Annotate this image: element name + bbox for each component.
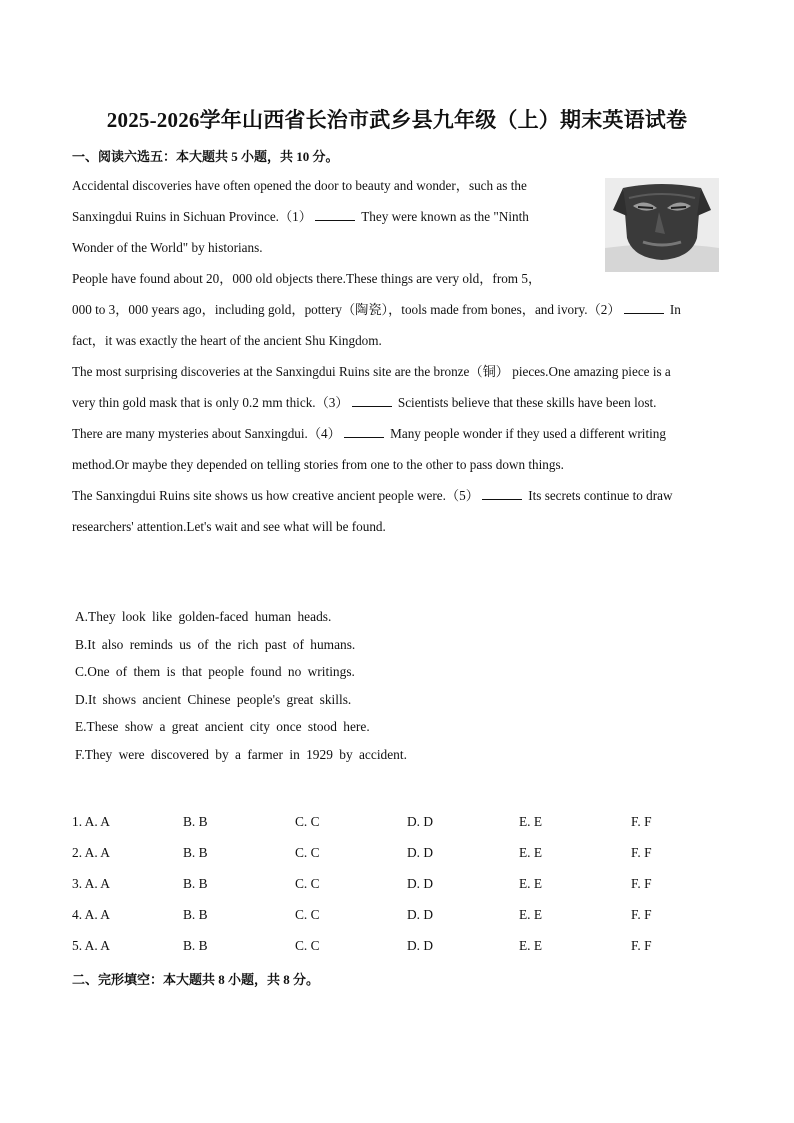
passage-text: Wonder of the World" by historians.: [72, 240, 263, 255]
passage-text: very thin gold mask that is only 0.2 mm thick.（3）: [72, 395, 349, 410]
passage-text: The most surprising discoveries at the Sanxingdui Ruins site are the bronze（铜） pieces.One amazing piece is a: [72, 364, 671, 379]
option-item: D.It shows ancient Chinese people's great skills.: [75, 691, 352, 707]
answer-row: [72, 837, 692, 868]
answer-blank[interactable]: [482, 487, 522, 500]
passage-text: In: [666, 302, 681, 317]
answer-blank[interactable]: [315, 208, 355, 221]
passage-line: [72, 387, 722, 418]
answer-blank[interactable]: [624, 301, 664, 314]
answer-choice[interactable]: F. F: [631, 938, 652, 953]
answer-grid: [72, 806, 692, 961]
answer-choice[interactable]: D. D: [407, 814, 434, 829]
passage-text: They were known as the "Ninth: [357, 209, 529, 224]
option-item: E.These show a great ancient city once stood here.: [75, 719, 370, 735]
passage-line: [72, 294, 722, 325]
answer-choice[interactable]: B. B: [183, 907, 208, 922]
answer-choice-a[interactable]: 5. A. A: [72, 938, 110, 953]
passage-line: [72, 325, 722, 356]
answer-choice-a[interactable]: 3. A. A: [72, 876, 110, 891]
answer-choice[interactable]: F. F: [631, 907, 652, 922]
answer-choice[interactable]: D. D: [407, 938, 434, 953]
answer-choice[interactable]: C. C: [295, 907, 320, 922]
answer-blank[interactable]: [352, 394, 392, 407]
answer-choice[interactable]: C. C: [295, 938, 320, 953]
answer-row: [72, 930, 692, 961]
option-list: [75, 603, 407, 769]
passage-text: Scientists believe that these skills have been lost.: [394, 395, 657, 410]
answer-choice-a[interactable]: 2. A. A: [72, 845, 110, 860]
answer-blank[interactable]: [344, 425, 384, 438]
passage-text: Many people wonder if they used a different writing: [386, 426, 666, 441]
passage-text: 000 to 3，000 years ago，including gold，pottery（陶瓷），tools made from bones，and ivory.（2）: [72, 302, 621, 317]
answer-choice[interactable]: E. E: [519, 814, 543, 829]
passage-text: researchers' attention.Let's wait and see what will be found.: [72, 519, 386, 534]
answer-choice[interactable]: D. D: [407, 845, 434, 860]
section-2-header: 二、完形填空：本大题共 8 小题，共 8 分。: [72, 972, 320, 987]
answer-choice[interactable]: D. D: [407, 876, 434, 891]
answer-choice[interactable]: F. F: [631, 876, 652, 891]
answer-choice[interactable]: F. F: [631, 814, 652, 829]
answer-choice[interactable]: B. B: [183, 845, 208, 860]
answer-choice[interactable]: C. C: [295, 814, 320, 829]
answer-choice[interactable]: E. E: [519, 876, 543, 891]
answer-row: [72, 868, 692, 899]
answer-choice[interactable]: C. C: [295, 876, 320, 891]
passage-text: The Sanxingdui Ruins site shows us how creative ancient people were.（5）: [72, 488, 479, 503]
passage-line: [72, 480, 722, 511]
page-title: 2025-2026学年山西省长治市武乡县九年级（上）期末英语试卷: [106, 108, 688, 132]
answer-choice-a[interactable]: 1. A. A: [72, 814, 110, 829]
passage-line: [72, 418, 722, 449]
section-1-header: 一、阅读六选五：本大题共 5 小题，共 10 分。: [72, 149, 339, 164]
passage-line: [72, 511, 722, 542]
answer-choice[interactable]: E. E: [519, 938, 543, 953]
answer-choice[interactable]: F. F: [631, 845, 652, 860]
answer-choice[interactable]: B. B: [183, 814, 208, 829]
answer-choice[interactable]: B. B: [183, 876, 208, 891]
passage-text: There are many mysteries about Sanxingdui.（4）: [72, 426, 341, 441]
option-item: C.One of them is that people found no writings.: [75, 664, 355, 680]
passage-text: method.Or maybe they depended on telling stories from one to the other to pass down things.: [72, 457, 564, 472]
option-item: B.It also reminds us of the rich past of humans.: [75, 636, 356, 652]
answer-row: [72, 899, 692, 930]
passage-text: People have found about 20，000 old objects there.These things are very old，from 5，: [72, 271, 542, 286]
passage-text: fact，it was exactly the heart of the ancient Shu Kingdom.: [72, 333, 382, 348]
passage-text: Its secrets continue to draw: [524, 488, 673, 503]
answer-choice[interactable]: B. B: [183, 938, 208, 953]
answer-choice[interactable]: E. E: [519, 907, 543, 922]
passage-text: Accidental discoveries have often opened the door to beauty and wonder，such as the: [72, 178, 527, 193]
bronze-mask-photo: [605, 178, 719, 272]
passage-line: [72, 449, 722, 480]
option-item: F.They were discovered by a farmer in 1929 by accident.: [75, 746, 407, 762]
answer-choice[interactable]: C. C: [295, 845, 320, 860]
answer-choice-a[interactable]: 4. A. A: [72, 907, 110, 922]
answer-choice[interactable]: E. E: [519, 845, 543, 860]
passage-text: Sanxingdui Ruins in Sichuan Province.（1）: [72, 209, 312, 224]
passage-line: [72, 356, 722, 387]
option-item: A.They look like golden-faced human heads.: [75, 609, 332, 624]
answer-row: [72, 806, 692, 837]
answer-choice[interactable]: D. D: [407, 907, 434, 922]
